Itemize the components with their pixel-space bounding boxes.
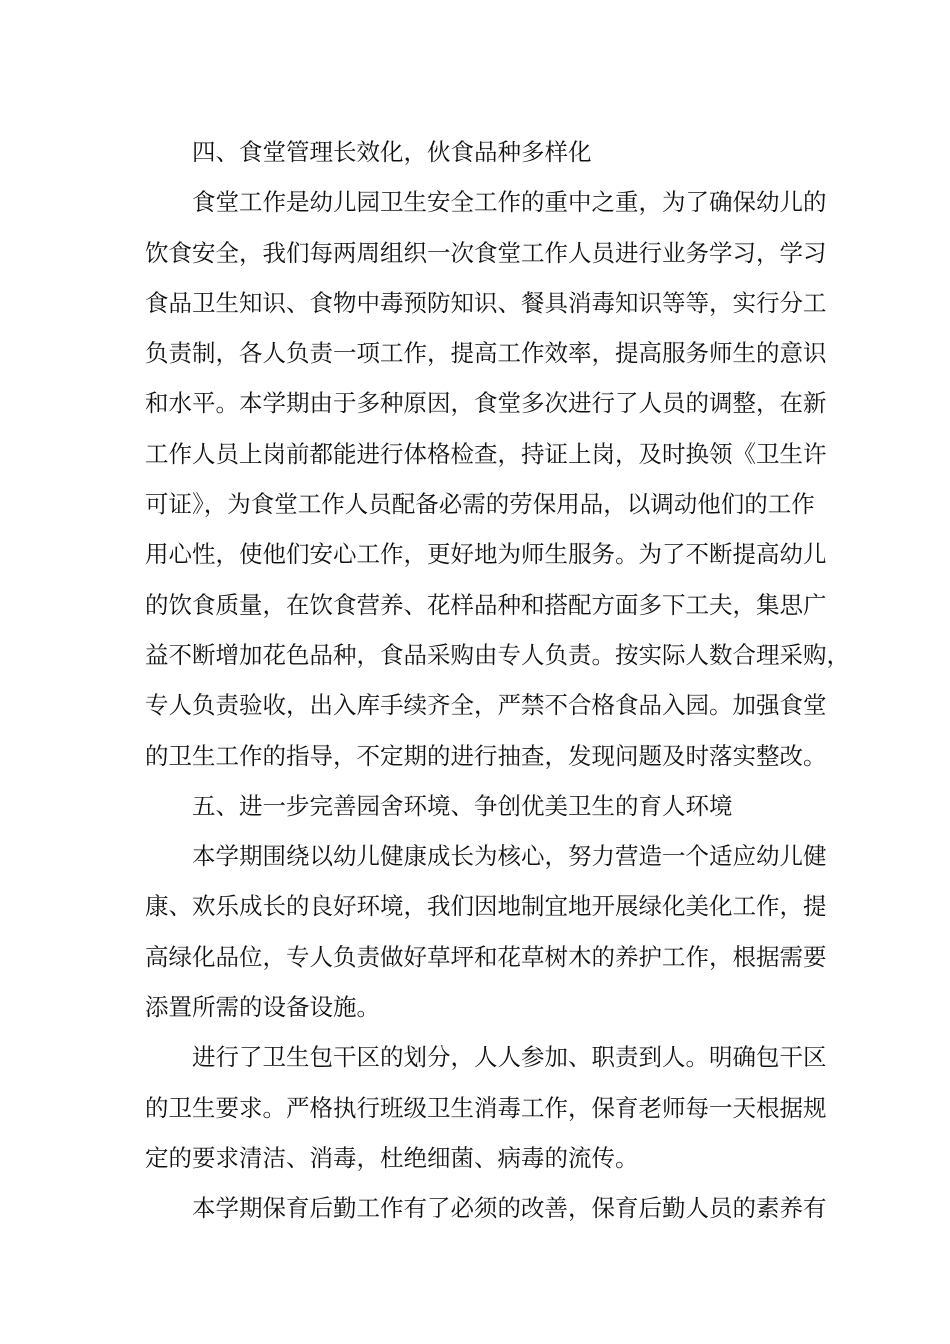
paragraph-line: 和水平。本学期由于多种原因，食堂多次进行了人员的调整，在新 (145, 389, 827, 418)
paragraph-line: 进行了卫生包干区的划分，人人参加、职责到人。明确包干区 (192, 1043, 827, 1072)
paragraph-line: 康、欢乐成长的良好环境，我们因地制宜地开展绿化美化工作，提 (145, 892, 827, 921)
paragraph-line: 的卫生要求。严格执行班级卫生消毒工作，保育老师每一天根据规 (145, 1093, 827, 1122)
paragraph-line: 食堂工作是幼儿园卫生安全工作的重中之重，为了确保幼儿的 (192, 188, 827, 217)
paragraph-line: 本学期保育后勤工作有了必须的改善，保育后勤人员的素养有 (192, 1194, 827, 1223)
paragraph-line: 用心性，使他们安心工作，更好地为师生服务。为了不断提高幼儿 (145, 540, 827, 569)
section-heading-5: 五、进一步完善园舍环境、争创优美卫生的育人环境 (192, 791, 733, 820)
paragraph-line: 定的要求清洁、消毒，杜绝细菌、病毒的流传。 (145, 1143, 639, 1172)
paragraph-line: 益不断增加花色品种，食品采购由专人负责。按实际人数合理采购， (145, 640, 850, 669)
paragraph-line: 专人负责验收，出入库手续齐全，严禁不合格食品入园。加强食堂 (145, 691, 827, 720)
paragraph-line: 添置所需的设备设施。 (145, 993, 380, 1022)
paragraph-line: 的卫生工作的指导，不定期的进行抽查，发现问题及时落实整改。 (145, 741, 827, 770)
paragraph-line: 食品卫生知识、食物中毒预防知识、餐具消毒知识等等，实行分工 (145, 288, 827, 317)
paragraph-line: 饮食安全，我们每两周组织一次食堂工作人员进行业务学习，学习 (145, 238, 827, 267)
section-heading-4: 四、食堂管理长效化，伙食品种多样化 (192, 138, 592, 166)
document-body (145, 127, 850, 1234)
paragraph-line: 可证》，为食堂工作人员配备必需的劳保用品，以调动他们的工作 (145, 490, 815, 519)
paragraph-line: 工作人员上岗前都能进行体格检查，持证上岗，及时换领《卫生许 (145, 439, 827, 468)
paragraph-line: 本学期围绕以幼儿健康成长为核心，努力营造一个适应幼儿健 (192, 842, 827, 871)
paragraph-line: 负责制，各人负责一项工作，提高工作效率，提高服务师生的意识 (145, 339, 827, 368)
paragraph-line: 高绿化品位，专人负责做好草坪和花草树木的养护工作，根据需要 (145, 942, 827, 971)
paragraph-line: 的饮食质量，在饮食营养、花样品种和搭配方面多下工夫，集思广 (145, 590, 827, 619)
